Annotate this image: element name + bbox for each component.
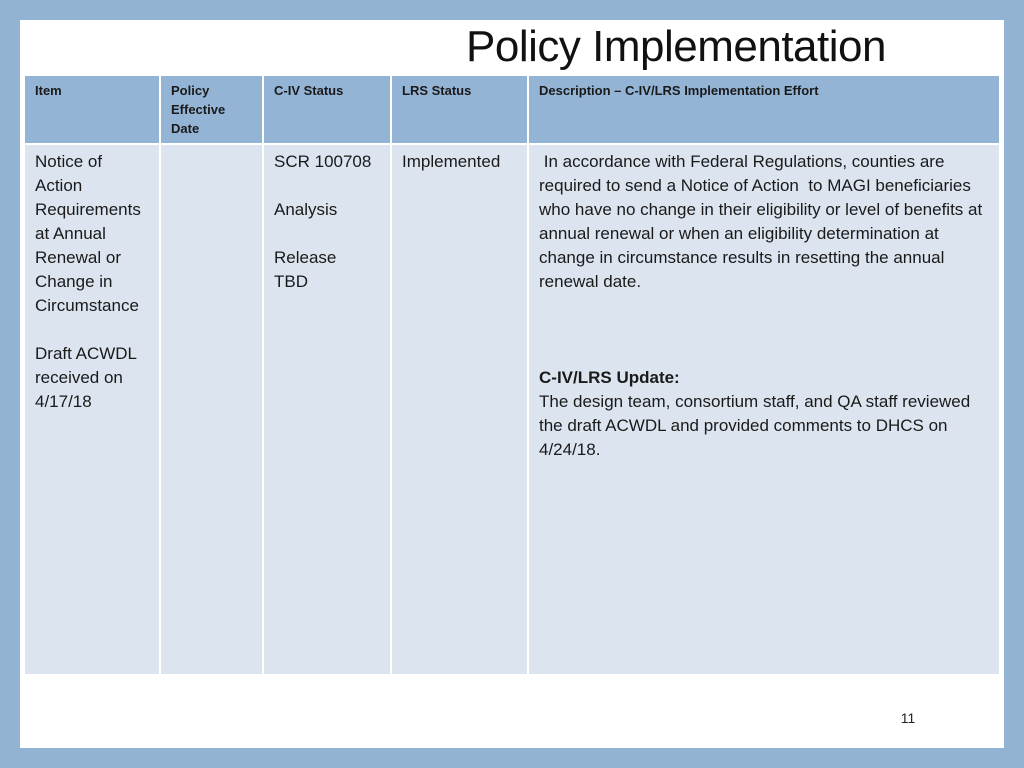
item-name: Notice of Action Requirements at Annual Renewal or Change in Circumstance xyxy=(35,152,141,315)
civ-release-label: Release xyxy=(274,248,337,267)
update-text: The design team, consortium staff, and QA staff reviewed the draft ACWDL and provided comments to DHCS on 4/24/18. xyxy=(539,392,971,459)
cell-item xyxy=(25,145,161,676)
cell-lrs-status: Implemented xyxy=(392,145,529,676)
header-item: Item xyxy=(25,76,161,145)
table-row xyxy=(25,145,999,676)
item-note: Draft ACWDL received on 4/17/18 xyxy=(35,344,137,411)
cell-policy-effective-date xyxy=(161,145,264,676)
policy-table xyxy=(25,76,999,676)
header-lrs-status: LRS Status xyxy=(392,76,529,145)
header-civ-status: C-IV Status xyxy=(264,76,392,145)
header-description: Description – C-IV/LRS Implementation Effort xyxy=(529,76,999,145)
civ-scr: SCR 100708 xyxy=(274,152,372,171)
cell-civ-status xyxy=(264,145,392,676)
page-number: 11 xyxy=(900,710,916,726)
table-header-row xyxy=(25,76,999,145)
header-policy-effective-date: Policy Effective Date xyxy=(161,76,264,145)
update-heading: C-IV/LRS Update: xyxy=(539,368,680,387)
civ-phase: Analysis xyxy=(274,200,338,219)
slide xyxy=(20,20,1004,748)
cell-description xyxy=(529,145,999,676)
description-summary: In accordance with Federal Regulations, counties are required to send a Notice of Action to MAGI beneficiaries who have no change in their eligibility or level of benefits at annual renewal or when an eligibility determination at change in circumstance results in resetting the annual renewal date. xyxy=(539,152,987,291)
slide-title: Policy Implementation xyxy=(466,22,886,71)
civ-release-value: TBD xyxy=(274,272,308,291)
